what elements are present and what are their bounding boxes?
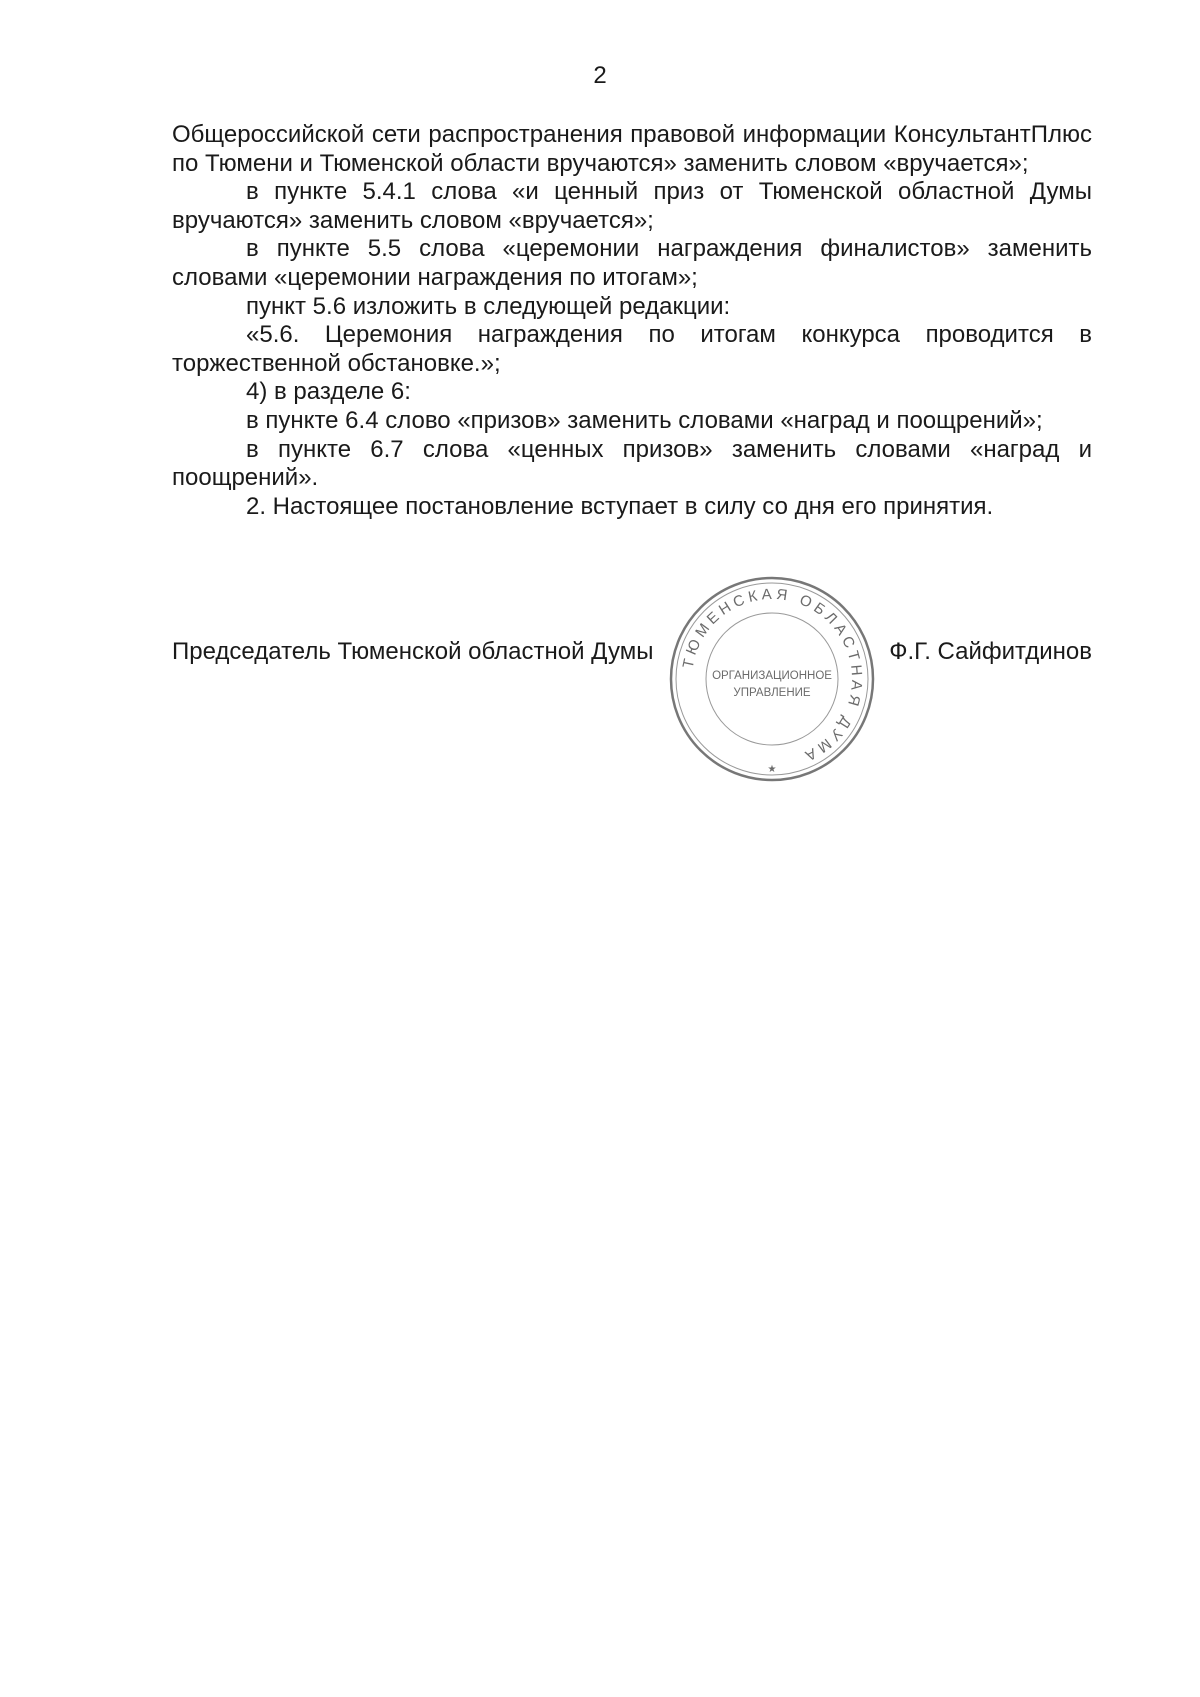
paragraph: 4) в разделе 6:: [246, 378, 411, 406]
paragraph: Общероссийской сети распространения правовой информации КонсультантПлюс по Тюмени и Тюменской области вручаются» заменить словом «вручается»;: [172, 121, 1092, 177]
seal-inner-line-1: ОРГАНИЗАЦИОННОЕ: [712, 670, 832, 682]
seal-inner-line-2: УПРАВЛЕНИЕ: [733, 687, 811, 699]
paragraph: в пункте 5.4.1 слова «и ценный приз от Тюменской областной Думы вручаются» заменить словом «вручается»;: [172, 178, 1092, 234]
paragraph: пункт 5.6 изложить в следующей редакции:: [246, 292, 731, 320]
seal-star-icon: ★: [767, 764, 777, 775]
paragraph: в пункте 5.5 слова «церемонии награждения финалистов» заменить словами «церемонии награждения по итогам»;: [172, 235, 1092, 291]
paragraph: в пункте 6.4 слово «призов» заменить словами «наград и поощрений»;: [246, 406, 1043, 434]
paragraph: «5.6. Церемония награждения по итогам конкурса проводится в торжественной обстановке.»;: [172, 321, 1092, 377]
paragraph: в пункте 6.7 слова «ценных призов» заменить словами «наград и поощрений».: [172, 435, 1092, 492]
document-body: [172, 121, 1092, 521]
seal-graphic: [667, 574, 877, 784]
paragraph: 2. Настоящее постановление вступает в силу со дня его принятия.: [246, 492, 994, 520]
official-seal: [667, 574, 877, 784]
signatory-name: Ф.Г. Сайфитдинов: [889, 638, 1092, 665]
signatory-title: Председатель Тюменской областной Думы: [172, 638, 654, 665]
page-number: 2: [593, 62, 607, 89]
seal-outer-text: ТЮМЕНСКАЯ ОБЛАСТНАЯ ДУМА: [679, 585, 866, 766]
